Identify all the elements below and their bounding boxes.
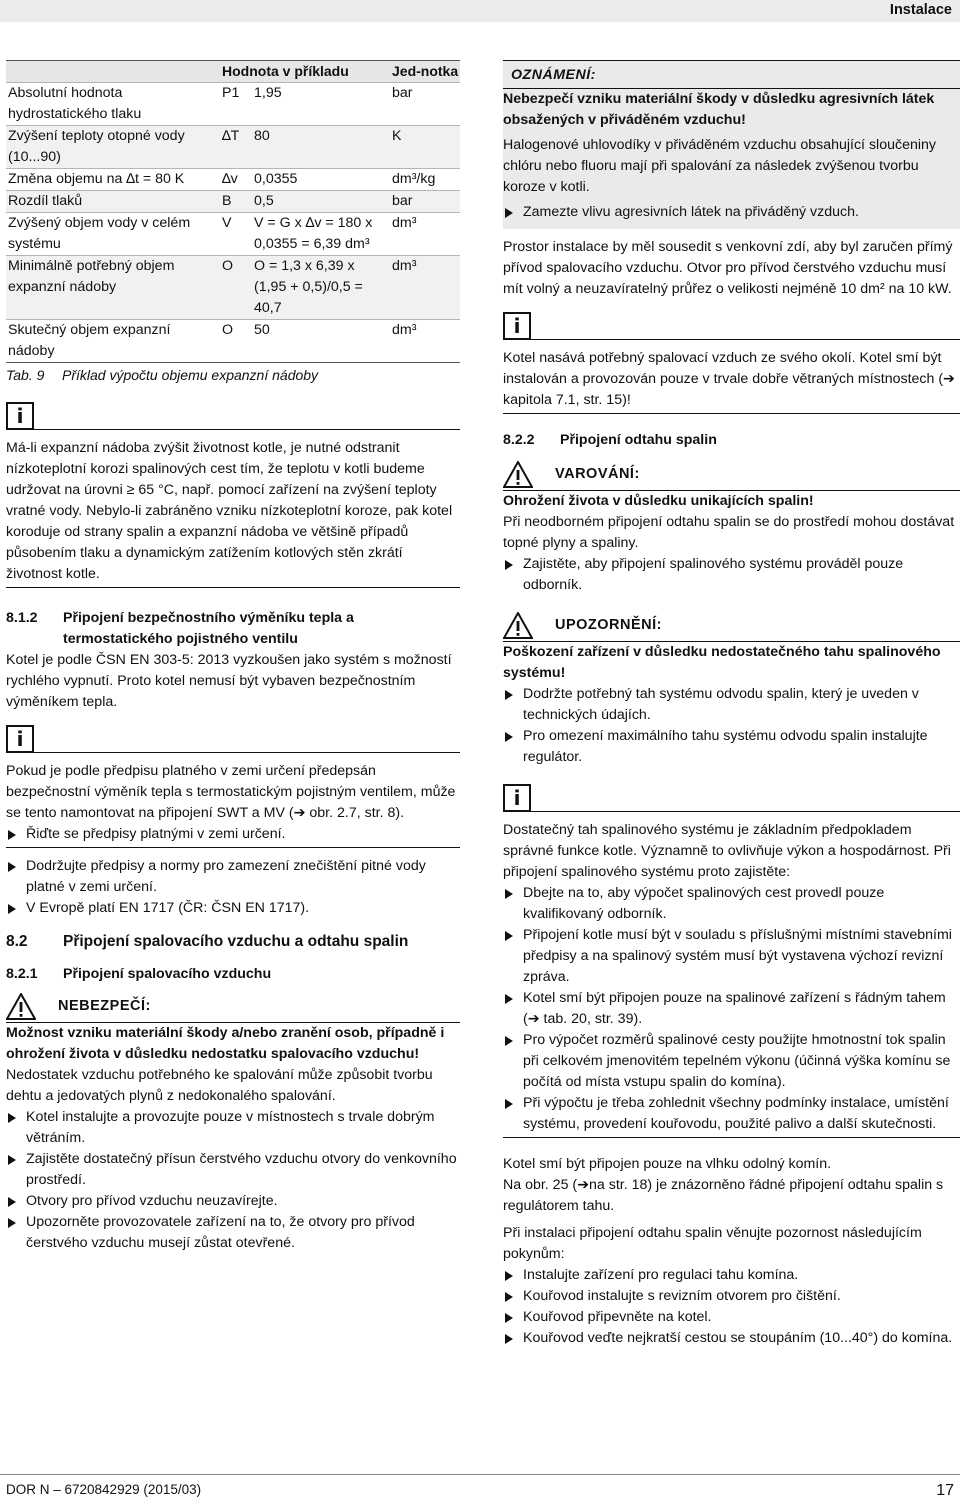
table-header-cell: Hodnota v příkladu: [220, 61, 390, 83]
table-row: [6, 191, 460, 213]
info-icon: i: [503, 312, 531, 340]
table-row: [6, 256, 460, 320]
info-note-3-header: [503, 312, 960, 340]
footer-divider: [0, 1474, 960, 1475]
table-row: [6, 169, 460, 191]
row-symbol: B: [220, 191, 252, 213]
danger-header: [6, 993, 460, 1023]
info-divider: [34, 429, 460, 430]
row-label: Rozdíl tlaků: [6, 191, 220, 213]
info-note-4: [503, 820, 960, 1138]
paragraph-chimney: Kotel smí být připojen pouze na vlhku odolný komín.: [503, 1156, 832, 1172]
list-item: Kouřovod instalujte s revizním otvorem pro čištění.: [503, 1286, 960, 1307]
list-item: Při výpočtu je třeba zohlednit všechny podmínky instalace, umístění systému, provedení kouřovodu, použité palivo a další skutečnosti.: [503, 1093, 960, 1135]
right-column: [503, 60, 960, 1349]
row-symbol: ∆v: [222, 171, 238, 187]
row-symbol: V: [222, 215, 232, 231]
row-unit: dm³: [392, 215, 417, 231]
warning-bold-text: Ohrožení života v důsledku unikajících spalin!: [503, 493, 814, 509]
info-note-1-header: [6, 402, 460, 430]
paragraph-figure-ref: Na obr. 25 (➔na str. 18) je znázorněno řádné připojení odtahu spalin s regulátorem tahu.: [503, 1177, 944, 1214]
paragraph-air-intake: Prostor instalace by měl sousedit s venkovní zdí, aby byl zaručen přímý přívod spalovacího vzduchu. Otvor pro přívod čerstvého vzduchu musí mít volný a neuzavíratelný průřez o velikosti nejméně 10 dm² na 10 kW.: [503, 239, 953, 297]
warning-triangle-icon: [503, 612, 533, 639]
info-note-text: Má-li expanzní nádoba zvýšit životnost kotle, je nutné odstranit nízkoteplotní korozi spalinových cest tím, že teplotu v kotli budeme udržovat na úrovni ≥ 65 °C, např. pomocí zařízení na zvýšení teploty vratné vody. Nebylo-li zabráněno vzniku nízkoteplotní koroze, pak kotel koroduje od strany spalin a expanzní nádoba ve většině případů působením tlaku a dynamickým zatížením kotlových stěn zkrátí životnost kotle.: [6, 440, 453, 582]
left-column: [6, 60, 460, 1254]
list-item: Dodržte potřebný tah systému odvodu spalin, který je uveden v technických údajích.: [503, 684, 960, 726]
bullet-list: [6, 856, 460, 919]
table-row: [6, 320, 460, 363]
row-value: 0,5: [252, 191, 390, 213]
calc-table: [6, 60, 460, 363]
danger-text: Nedostatek vzduchu potřebného ke spalování může způsobit tvorbu dehtu a jedovatých plynů z nedokonalého spalování.: [6, 1067, 433, 1104]
warning-triangle-icon: [6, 993, 36, 1020]
list-item: Kouřovod připevněte na kotel.: [503, 1307, 960, 1328]
info-note-2-header: [6, 725, 460, 753]
row-label: Zvýšení teploty otopné vody (10...90): [6, 126, 220, 169]
section-number: 8.2: [6, 933, 28, 950]
bullet-list: [503, 684, 960, 768]
row-label: Minimálně potřebný objem expanzní nádoby: [6, 256, 220, 320]
row-symbol: O: [222, 322, 234, 338]
list-item: Připojení kotle musí být v souladu s příslušnými místními stavebními předpisy a na spalinový systém musí být vystavena výchozí revizní zpráva.: [503, 925, 960, 988]
list-item: Zajistěte, aby připojení spalinového systému prováděl pouze odborník.: [503, 554, 960, 596]
row-unit: dm³: [392, 322, 417, 338]
info-note-4-header: [503, 784, 960, 812]
row-value: 80: [252, 126, 390, 169]
list-item: Zajistěte dostatečný přísun čerstvého vzduchu otvory do venkovního prostředí.: [6, 1149, 460, 1191]
caution-label: UPOZORNĚNÍ:: [555, 617, 662, 633]
row-value: 50: [254, 322, 270, 338]
danger-label: NEBEZPEČÍ:: [58, 998, 151, 1014]
info-note-3: [503, 348, 960, 414]
list-item: Pro omezení maximálního tahu systému odvodu spalin instalujte regulátor.: [503, 726, 960, 768]
section-heading-8-1-2: [6, 608, 460, 650]
row-unit: bar: [390, 191, 460, 213]
row-value: O = 1,3 x 6,39 x (1,95 + 0,5)/0,5 = 40,7: [252, 256, 390, 320]
info-note-1: [6, 438, 460, 588]
paragraph-instructions: Při instalaci připojení odtahu spalin věnujte pozornost následujícím pokynům:: [503, 1225, 922, 1262]
caution-header: [503, 612, 960, 642]
page-header-bar: [0, 0, 960, 22]
notice-bold-text: Nebezpečí vzniku materiální škody v důsledku agresivních látek obsažených v přiváděném vzduchu!: [503, 91, 935, 128]
section-title: Připojení bezpečnostního výměníku tepla a termostatického pojistného ventilu: [63, 610, 354, 647]
section-title: Připojení odtahu spalin: [560, 432, 717, 448]
info-note-2: [6, 761, 460, 848]
row-unit: bar: [392, 85, 413, 101]
table-caption-number: Tab. 9: [6, 367, 45, 383]
list-item: Řiďte se předpisy platnými v zemi určení.: [6, 824, 460, 845]
info-divider: [531, 339, 960, 340]
warning-text: Při neodborném připojení odtahu spalin se do prostředí mohou dostávat topné plyny a spaliny.: [503, 514, 955, 551]
table-row: [6, 126, 460, 169]
row-label: Zvýšený objem vody v celém systému: [8, 215, 191, 252]
section-number: 8.2.1: [6, 966, 38, 982]
list-item: Kotel instalujte a provozujte pouze v místnostech s trvale dobrým větráním.: [6, 1107, 460, 1149]
caution-bold-text: Poškození zařízení v důsledku nedostatečného tahu spalinového systému!: [503, 644, 941, 681]
row-label: Skutečný objem expanzní nádoby: [8, 322, 171, 359]
list-item: Otvory pro přívod vzduchu neuzavírejte.: [6, 1191, 460, 1212]
row-label: Absolutní hodnota hydrostatického tlaku: [8, 85, 142, 122]
info-note-text: Pokud je podle předpisu platného v zemi určení předepsán bezpečnostní výměník tepla s termostatickým pojistným ventilem, může se tento namontovat na připojení SWT a MV (➔ obr. 2.7, str. 8).: [6, 763, 456, 821]
row-label: Změna objemu na ∆t = 80 K: [8, 171, 185, 187]
section-number: 8.2.2: [503, 432, 535, 448]
warning-header: [503, 461, 960, 491]
list-item: Upozorněte provozovatele zařízení na to, že otvory pro přívod čerstvého vzduchu musejí zůstat otevřené.: [6, 1212, 460, 1254]
table-row: [6, 83, 460, 126]
row-value: 0,0355: [254, 171, 298, 187]
bullet-list: [503, 1265, 960, 1349]
row-value: 1,95: [254, 85, 282, 101]
table-header-cell: Jed-notka: [390, 61, 460, 83]
section-heading-8-2-2: [503, 430, 960, 451]
row-value: V = G x ∆v = 180 x 0,0355 = 6,39 dm³: [254, 215, 373, 252]
section-heading-8-2-1: [6, 964, 460, 985]
row-symbol: P1: [222, 85, 240, 101]
bullet-list: [6, 1107, 460, 1254]
row-unit: dm³/kg: [392, 171, 436, 187]
section-paragraph: Kotel je podle ČSN EN 303-5: 2013 vyzkoušen jako systém s možností rychlého vypnutí. Proto kotel nemusí být vybaven bezpečnostním výměníkem tepla.: [6, 652, 452, 710]
notice-box: [503, 60, 960, 229]
list-item: Kotel smí být připojen pouze na spalinové zařízení s řádným tahem (➔ tab. 20, str. 39).: [503, 988, 960, 1030]
section-number: 8.1.2: [6, 610, 38, 626]
section-title: Připojení spalovacího vzduchu: [63, 966, 272, 982]
info-note-text: Kotel nasává potřebný spalovací vzduch ze svého okolí. Kotel smí být instalován a provozován pouze v trvale dobře větraných místnostech (➔ kapitola 7.1, str. 15)!: [503, 350, 955, 408]
danger-bold-text: Možnost vzniku materiální škody a/nebo zranění osob, případně i ohrožení života v důsledku nedostatku spalovacího vzduchu!: [6, 1025, 445, 1062]
list-item: Zamezte vlivu agresivních látek na přiváděný vzduch.: [503, 202, 952, 223]
row-unit: K: [390, 126, 460, 169]
info-note-text: Dostatečný tah spalinového systému je základním předpokladem správné funkce kotle. Významně to ovlivňuje výkon a hospodárnost. Při připojení spalinového systému proto zajistěte:: [503, 822, 951, 880]
info-icon: i: [6, 402, 34, 430]
table-row: [6, 213, 460, 256]
info-icon: i: [503, 784, 531, 812]
table-caption-text: Příklad výpočtu objemu expanzní nádoby: [62, 367, 319, 383]
list-item: Dbejte na to, aby výpočet spalinových cest provedl pouze kvalifikovaný odborník.: [503, 883, 960, 925]
section-title: Připojení spalovacího vzduchu a odtahu spalin: [63, 933, 409, 950]
notice-label: OZNÁMENÍ:: [503, 61, 960, 89]
row-symbol: O: [220, 256, 252, 320]
warning-triangle-icon: [503, 461, 533, 488]
warning-label: VAROVÁNÍ:: [555, 466, 640, 482]
table-caption: [6, 365, 460, 386]
page-header-title: Instalace: [889, 2, 952, 18]
info-divider: [34, 752, 460, 753]
footer-page-number: 17: [936, 1482, 954, 1499]
row-unit: dm³: [390, 256, 460, 320]
section-heading-8-2: [6, 931, 460, 952]
list-item: Dodržujte předpisy a normy pro zamezení znečištění pitné vody platné v zemi určení.: [6, 856, 460, 898]
info-divider: [531, 811, 960, 812]
info-icon: i: [6, 725, 34, 753]
row-symbol: ∆T: [220, 126, 252, 169]
list-item: Kouřovod veďte nejkratší cestou se stoupáním (10...40°) do komína.: [503, 1328, 960, 1349]
table-header-cell: [6, 61, 220, 83]
list-item: Pro výpočet rozměrů spalinové cesty použijte hmotnostní tok spalin při celkovém jmenovitém tepelném výkonu (účinná výška komínu se počítá od místa vstupu spalin do komína).: [503, 1030, 960, 1093]
notice-text: Halogenové uhlovodíky v přiváděném vzduchu obsahující sloučeniny chlóru nebo fluoru mají při spalování za následek zvýšenou tvorbu koroze v kotli.: [503, 137, 936, 195]
footer-doc-ref: DOR N – 6720842929 (2015/03): [6, 1482, 202, 1497]
list-item: Instalujte zařízení pro regulaci tahu komína.: [503, 1265, 960, 1286]
bullet-list: [503, 883, 960, 1135]
list-item: V Evropě platí EN 1717 (ČR: ČSN EN 1717).: [6, 898, 460, 919]
